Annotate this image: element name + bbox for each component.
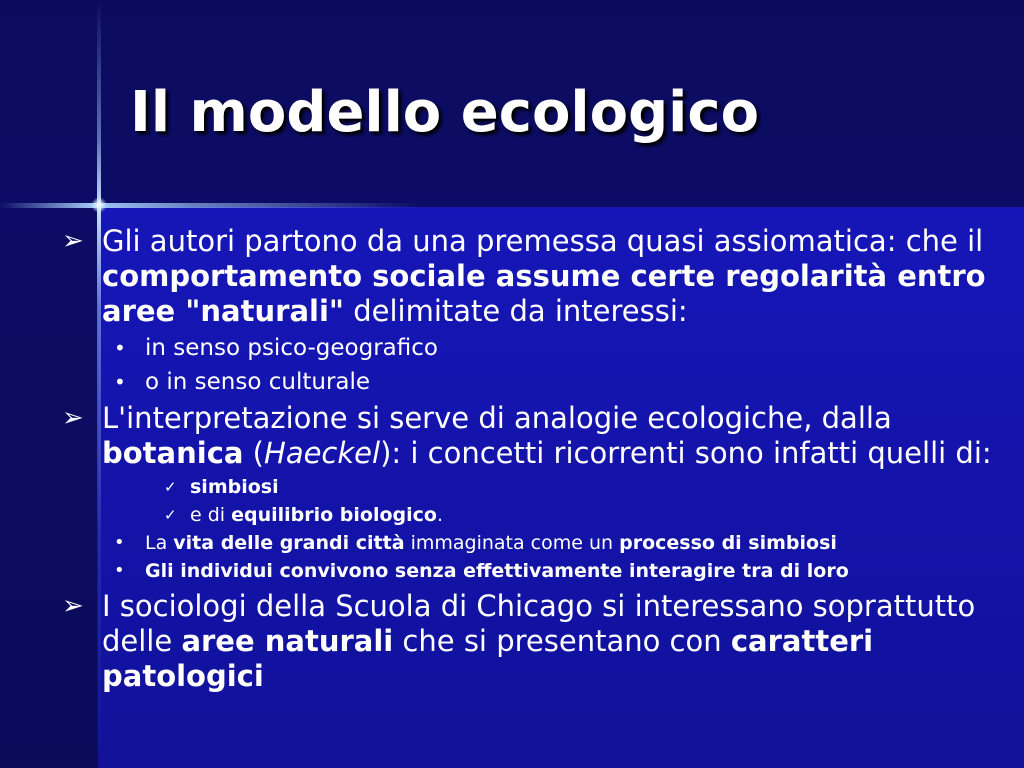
sub-bullet-individui (62, 557, 1022, 585)
sub-bullet-bold-text: processo di simbiosi (619, 532, 837, 554)
bullet-2-text: L'interpretazione si serve di analogie ecologiche, dalla (102, 401, 892, 435)
arrow-bullet-icon: ➢ (62, 226, 84, 256)
bullet-2-paren-open: ( (243, 436, 265, 470)
bullet-1-text-end: delimitate da interessi: (344, 294, 688, 328)
bullet-2 (62, 401, 1022, 471)
bullet-2-text-end: ): i concetti ricorrenti sono infatti quelli di: (380, 436, 992, 470)
bullet-2-italic-text: Haeckel (264, 436, 381, 470)
bullet-2-bold-text: botanica (102, 436, 244, 470)
sub-bullet-text: La (145, 532, 174, 554)
check-item-period: . (436, 504, 444, 526)
sub-bullet-culturale (62, 365, 1022, 399)
check-item-equilibrio (62, 501, 1022, 529)
slide-content (62, 224, 1022, 696)
check-item-text: simbiosi (190, 476, 279, 498)
bullet-3-bold-text-end: caratteri patologici (102, 624, 874, 693)
sub-bullet-text: o in senso culturale (145, 369, 371, 395)
checkmark-icon: ✓ (164, 478, 177, 496)
sub-bullet-bold-text: Gli individui convivono senza effettivamente interagire tra di loro (145, 560, 849, 582)
dot-bullet-icon: • (114, 336, 126, 360)
sparkle-icon (91, 197, 107, 213)
slide-title: Il modello ecologico (130, 80, 760, 145)
bullet-3 (62, 589, 1022, 694)
check-item-simbiosi (62, 473, 1022, 501)
bullet-1 (62, 224, 1022, 329)
bullet-1-bold-text: comportamento sociale assume certe regolarità entro aree "naturali" (102, 259, 986, 328)
sub-bullet-text: in senso psico-geografico (145, 335, 438, 361)
bullet-1-text: Gli autori partono da una premessa quasi assiomatica: che il (102, 224, 984, 258)
sub-bullet-text: immaginata come un (404, 532, 620, 554)
horizontal-light-beam (0, 203, 420, 208)
dot-bullet-icon: • (114, 532, 125, 553)
sub-bullet-psico-geografico (62, 331, 1022, 365)
check-item-bold-text: equilibrio biologico (231, 504, 437, 526)
bullet-3-text: I sociologi della Scuola di Chicago si interessano soprattutto delle (102, 589, 976, 658)
dot-bullet-icon: • (114, 370, 126, 394)
checkmark-icon: ✓ (164, 506, 177, 524)
dot-bullet-icon: • (114, 560, 125, 581)
arrow-bullet-icon: ➢ (62, 591, 84, 621)
check-item-text: e di (190, 504, 232, 526)
sub-bullet-vita-citta (62, 529, 1022, 557)
bullet-3-bold-text: aree naturali (181, 624, 394, 658)
sub-bullet-bold-text: vita delle grandi città (173, 532, 405, 554)
bullet-3-text-mid: che si presentano con (393, 624, 731, 658)
arrow-bullet-icon: ➢ (62, 403, 84, 433)
